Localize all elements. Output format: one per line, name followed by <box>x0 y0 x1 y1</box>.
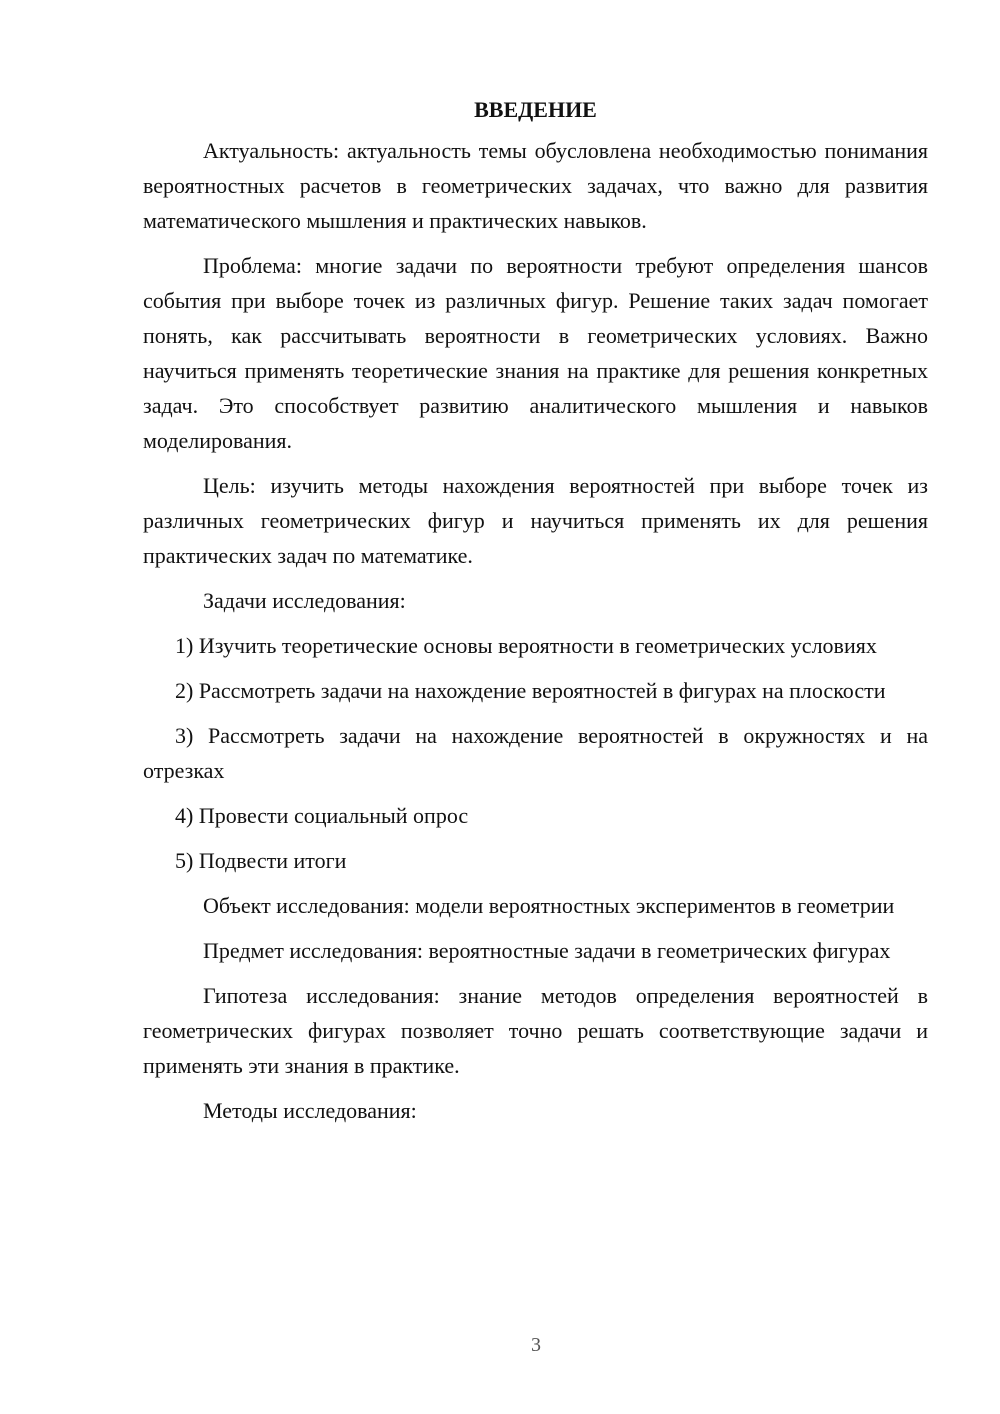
paragraph-goal: Цель: изучить методы нахождения вероятностей при выборе точек из различных геометрических фигур и научиться применять их для решения практических задач по математике. <box>143 473 928 568</box>
paragraph-methods: Методы исследования: <box>203 1098 417 1123</box>
paragraph-object: Объект исследования: модели вероятностных экспериментов в геометрии <box>203 893 895 918</box>
list-item: 1) Изучить теоретические основы вероятности в геометрических условиях <box>175 633 877 658</box>
list-item: 4) Провести социальный опрос <box>175 803 469 828</box>
paragraph-hypothesis: Гипотеза исследования: знание методов определения вероятностей в геометрических фигурах позволяет точно решать соответствующие задачи и применять эти знания в практике. <box>143 983 928 1078</box>
section-title: ВВЕДЕНИЕ <box>474 97 597 122</box>
list-item: 3) Рассмотреть задачи на нахождение вероятностей в окружностях и на отрезках <box>143 723 928 783</box>
page-content <box>143 92 928 1138</box>
paragraph-relevance: Актуальность: актуальность темы обусловлена необходимостью понимания вероятностных расчетов в геометрических задачах, что важно для развития математического мышления и практических навыков. <box>143 138 928 233</box>
paragraph-tasks-heading: Задачи исследования: <box>203 588 406 613</box>
list-item: 2) Рассмотреть задачи на нахождение вероятностей в фигурах на плоскости <box>175 678 886 703</box>
page-number <box>0 1331 1000 1359</box>
paragraph-problem: Проблема: многие задачи по вероятности требуют определения шансов события при выборе точек из различных фигур. Решение таких задач помогает понять, как рассчитывать вероятности в геометрических условиях. Важно научиться применять теоретические знания на практике для решения конкретных задач. Это способствует развитию аналитического мышления и навыков моделирования. <box>143 253 928 453</box>
list-item: 5) Подвести итоги <box>175 848 347 873</box>
page-number-text: 3 <box>531 1334 541 1356</box>
paragraph-subject: Предмет исследования: вероятностные задачи в геометрических фигурах <box>203 938 891 963</box>
